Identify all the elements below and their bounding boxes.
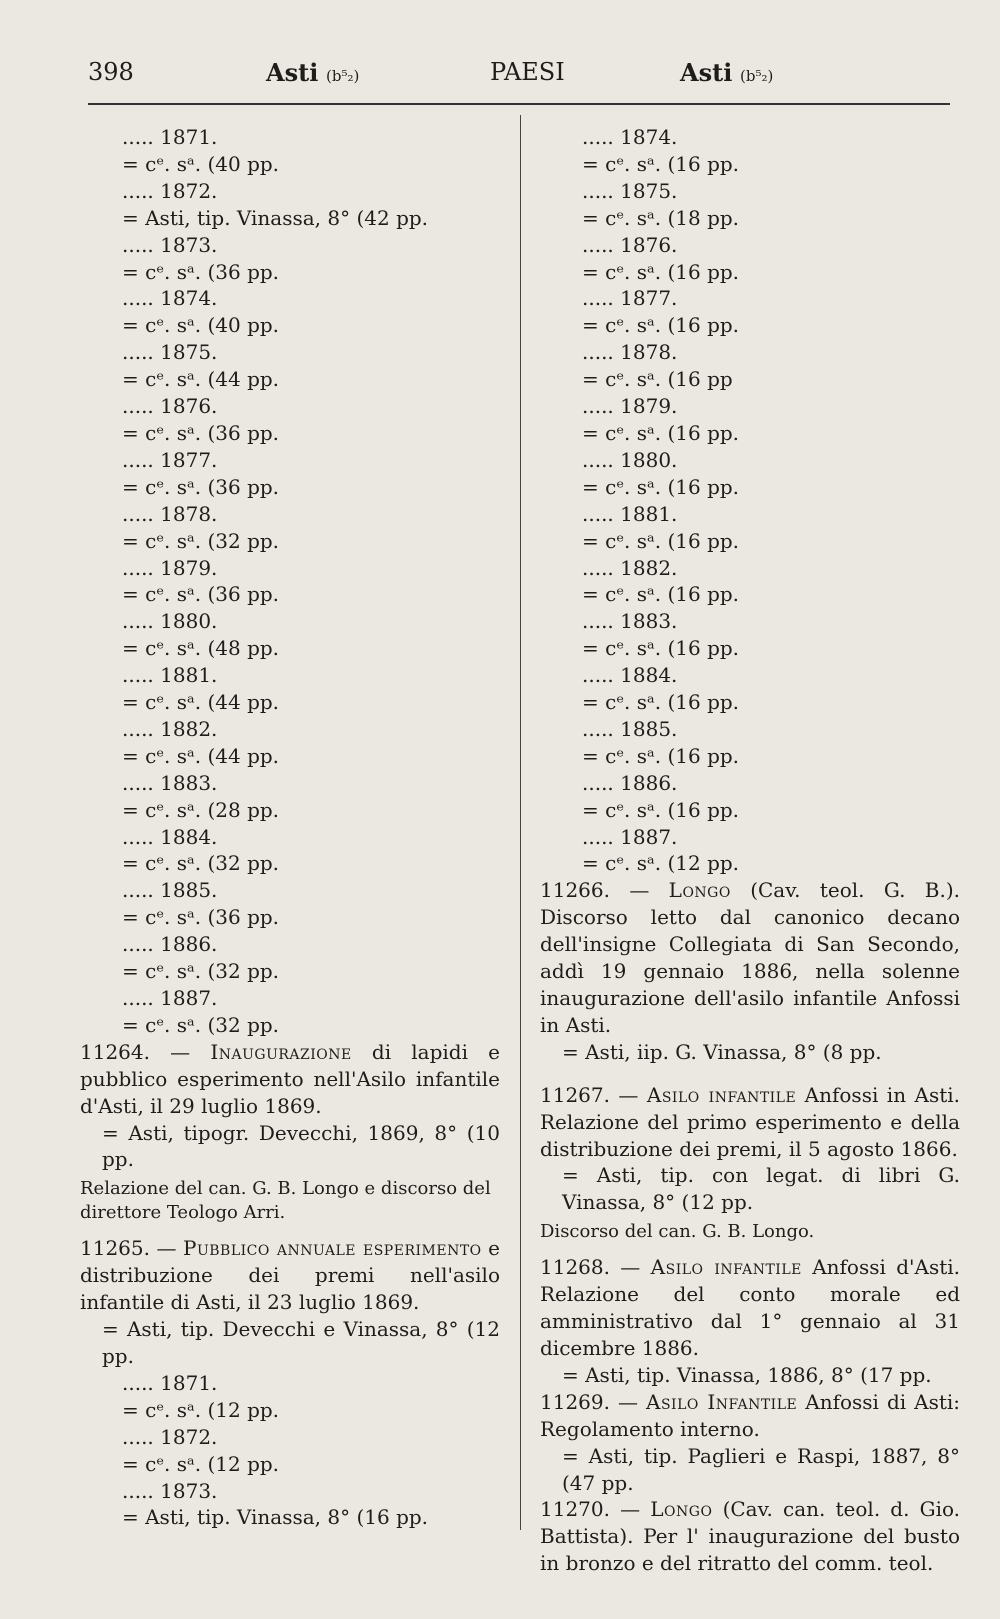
- header-left-place: Asti: [266, 58, 319, 87]
- edition-detail: = cᵉ. sᵃ. (16 pp.: [582, 313, 740, 338]
- edition-year: ..... 1884.: [122, 824, 218, 849]
- entry-11268: [540, 1254, 960, 1389]
- edition-year: ..... 1886.: [122, 932, 218, 957]
- edition-detail: = cᵉ. sᵃ. (12 pp.: [122, 1451, 280, 1476]
- edition-detail: = cᵉ. sᵃ. (16 pp.: [582, 636, 740, 661]
- edition-year: ..... 1883.: [582, 609, 678, 634]
- entry-publication: = Asti, tip. Vinassa, 1886, 8° (17 pp.: [562, 1362, 932, 1387]
- list-item: [80, 608, 500, 662]
- edition-year: ..... 1886.: [582, 770, 678, 795]
- edition-year: ..... 1877.: [122, 447, 218, 472]
- edition-year: ..... 1879.: [122, 555, 218, 580]
- edition-detail: = cᵉ. sᵃ. (16 pp.: [582, 474, 740, 499]
- edition-year: ..... 1874.: [122, 286, 218, 311]
- edition-year: ..... 1871.: [122, 1370, 218, 1395]
- edition-detail: = Asti, tip. Vinassa, 8° (42 pp.: [122, 205, 429, 230]
- edition-detail: = Asti, tip. Vinassa, 8° (16 pp.: [122, 1505, 429, 1530]
- list-item: [540, 824, 960, 878]
- entry-11266: [540, 877, 960, 1065]
- entry-number: 11266. —: [540, 878, 650, 903]
- edition-detail: = cᵉ. sᵃ. (28 pp.: [122, 797, 280, 822]
- edition-year: ..... 1873.: [122, 1478, 218, 1503]
- edition-year: ..... 1872.: [122, 178, 218, 203]
- entry-publication: = Asti, iip. G. Vinassa, 8° (8 pp.: [562, 1039, 882, 1064]
- list-item: [540, 608, 960, 662]
- entry-title: Longo: [668, 878, 731, 903]
- edition-year: ..... 1881.: [582, 501, 678, 526]
- page-number: 398: [88, 58, 134, 86]
- list-item: [80, 1370, 500, 1424]
- list-item: [540, 339, 960, 393]
- edition-detail: = cᵉ. sᵃ. (40 pp.: [122, 313, 280, 338]
- entry-title: Longo: [650, 1497, 713, 1522]
- edition-detail: = cᵉ. sᵃ. (16 pp.: [582, 690, 740, 715]
- list-item: [540, 285, 960, 339]
- list-item: [80, 393, 500, 447]
- entry-11267: [540, 1082, 960, 1217]
- edition-detail: = cᵉ. sᵃ. (32 pp.: [122, 1012, 280, 1037]
- edition-detail: = cᵉ. sᵃ. (32 pp.: [122, 959, 280, 984]
- entry-title: Asilo Infantile: [646, 1389, 798, 1414]
- entry-11269: [540, 1389, 960, 1497]
- entry-text: (Cav. can. teol. d. Gio. Battista). Per l' inaugurazione del busto in bronzo e del ritratto del comm. teol.: [540, 1497, 961, 1576]
- edition-detail: = cᵉ. sᵃ. (48 pp.: [122, 636, 280, 661]
- edition-detail: = cᵉ. sᵃ. (36 pp.: [122, 420, 280, 445]
- header-right-place: Asti: [680, 58, 733, 87]
- header-left-title: [266, 58, 359, 87]
- left-column: [80, 124, 500, 1531]
- edition-detail: = cᵉ. sᵃ. (44 pp.: [122, 690, 280, 715]
- edition-detail: = cᵉ. sᵃ. (16 pp.: [582, 743, 740, 768]
- entry-publication: = Asti, tip. con legat. di libri G. Vinassa, 8° (12 pp.: [562, 1163, 960, 1215]
- list-item: [540, 770, 960, 824]
- entry-publication: = Asti, tip. Paglieri e Raspi, 1887, 8° (47 pp.: [562, 1443, 960, 1495]
- edition-detail: = cᵉ. sᵃ. (36 pp.: [122, 259, 280, 284]
- right-column: [540, 124, 960, 1577]
- edition-year: ..... 1875.: [582, 178, 678, 203]
- edition-detail: = cᵉ. sᵃ. (16 pp.: [582, 420, 740, 445]
- edition-year: ..... 1887.: [582, 824, 678, 849]
- list-item: [80, 339, 500, 393]
- entry-number: 11264. —: [80, 1039, 191, 1064]
- entry-title: Inaugurazione: [210, 1039, 352, 1064]
- entry-text: (Cav. teol. G. B.). Discorso letto dal canonico decano dell'insigne Collegiata di San Secondo, addì 19 gennaio 1886, nella solenne inaugurazione dell'asilo infantile Anfossi in Asti.: [540, 878, 961, 1037]
- header-left-code: (b⁵₂): [325, 67, 360, 85]
- list-item: [80, 716, 500, 770]
- list-item: [80, 1478, 500, 1532]
- edition-detail: = cᵉ. sᵃ. (32 pp.: [122, 851, 280, 876]
- spacer: [540, 1066, 960, 1082]
- entry-number: 11265. —: [80, 1236, 177, 1261]
- header-rule: [88, 103, 950, 105]
- list-item: [80, 555, 500, 609]
- edition-year: ..... 1878.: [582, 340, 678, 365]
- entry-title: Asilo infantile: [646, 1082, 797, 1107]
- edition-year: ..... 1879.: [582, 394, 678, 419]
- list-item: [80, 985, 500, 1039]
- list-item: [540, 178, 960, 232]
- entry-text: Anfossi in Asti. Relazione del primo esperimento e della distribuzione dei premi, il 5 agosto 1866.: [540, 1082, 961, 1161]
- edition-year: ..... 1872.: [122, 1424, 218, 1449]
- entry-number: 11269. —: [540, 1389, 638, 1414]
- list-item: [80, 824, 500, 878]
- edition-year: ..... 1871.: [122, 125, 218, 149]
- edition-year: ..... 1874.: [582, 125, 678, 149]
- edition-year: ..... 1875.: [122, 340, 218, 365]
- edition-detail: = cᵉ. sᵃ. (44 pp.: [122, 743, 280, 768]
- entry-11270: [540, 1496, 960, 1577]
- running-header: [88, 58, 950, 98]
- entry-text: Anfossi d'Asti. Relazione del conto morale ed amministrativo dal 1° gennaio al 31 dicembre 1886.: [540, 1255, 961, 1360]
- edition-detail: = cᵉ. sᵃ. (32 pp.: [122, 528, 280, 553]
- edition-year: ..... 1881.: [122, 663, 218, 688]
- list-item: [540, 501, 960, 555]
- list-item: [80, 1424, 500, 1478]
- list-item: [80, 770, 500, 824]
- entry-publication: = Asti, tip. Devecchi e Vinassa, 8° (12 pp.: [102, 1317, 500, 1368]
- edition-detail: = cᵉ. sᵃ. (12 pp.: [582, 851, 740, 876]
- list-item: [80, 447, 500, 501]
- entry-note: Discorso del can. G. B. Longo.: [540, 1221, 815, 1243]
- entry-number: 11268. —: [540, 1255, 641, 1280]
- edition-year: ..... 1885.: [582, 716, 678, 741]
- header-right-code: (b⁵₂): [739, 67, 774, 85]
- edition-detail: = cᵉ. sᵃ. (18 pp.: [582, 205, 740, 230]
- entry-number: 11270. —: [540, 1497, 641, 1522]
- list-item: [80, 232, 500, 286]
- edition-detail: = cᵉ. sᵃ. (16 pp.: [582, 528, 740, 553]
- edition-year: ..... 1873.: [122, 232, 218, 257]
- list-item: [80, 931, 500, 985]
- list-item: [540, 662, 960, 716]
- list-item: [540, 447, 960, 501]
- header-center-title: PAESI: [490, 58, 565, 86]
- entry-text: Anfossi di Asti: Regolamento interno.: [540, 1389, 961, 1441]
- entry-text: e distribuzione dei premi nell'asilo infantile di Asti, il 23 luglio 1869.: [80, 1236, 500, 1315]
- entry-text: di lapidi e pubblico esperimento nell'Asilo infantile d'Asti, il 29 luglio 1869.: [80, 1039, 500, 1118]
- entry-note: Relazione del can. G. B. Longo e discorso del direttore Teologo Arri.: [80, 1178, 491, 1224]
- edition-detail: = cᵉ. sᵃ. (16 pp.: [582, 582, 740, 607]
- edition-year: ..... 1876.: [582, 232, 678, 257]
- edition-detail: = cᵉ. sᵃ. (16 pp: [582, 367, 733, 392]
- list-item: [80, 662, 500, 716]
- list-item: [80, 124, 500, 178]
- entry-title: Asilo infantile: [650, 1255, 802, 1280]
- list-item: [540, 716, 960, 770]
- edition-detail: = cᵉ. sᵃ. (36 pp.: [122, 582, 280, 607]
- edition-detail: = cᵉ. sᵃ. (16 pp.: [582, 259, 740, 284]
- edition-year: ..... 1885.: [122, 878, 218, 903]
- header-right-title: [680, 58, 773, 87]
- edition-year: ..... 1877.: [582, 286, 678, 311]
- edition-detail: = cᵉ. sᵃ. (36 pp.: [122, 474, 280, 499]
- edition-detail: = cᵉ. sᵃ. (44 pp.: [122, 367, 280, 392]
- edition-year: ..... 1880.: [122, 609, 218, 634]
- edition-year: ..... 1880.: [582, 447, 678, 472]
- edition-year: ..... 1882.: [582, 555, 678, 580]
- list-item: [80, 178, 500, 232]
- list-item: [80, 285, 500, 339]
- entry-11264: [80, 1039, 500, 1174]
- edition-year: ..... 1883.: [122, 770, 218, 795]
- list-item: [540, 124, 960, 178]
- entry-publication: = Asti, tipogr. Devecchi, 1869, 8° (10 pp.: [102, 1120, 500, 1172]
- column-divider: [520, 115, 521, 1530]
- edition-year: ..... 1882.: [122, 716, 218, 741]
- entry-title: Pubblico annuale esperimento: [183, 1236, 482, 1261]
- list-item: [540, 555, 960, 609]
- entry-11265: [80, 1235, 500, 1370]
- list-item: [80, 501, 500, 555]
- entry-number: 11267. —: [540, 1082, 639, 1107]
- edition-year: ..... 1878.: [122, 501, 218, 526]
- edition-detail: = cᵉ. sᵃ. (16 pp.: [582, 151, 740, 176]
- edition-year: ..... 1887.: [122, 986, 218, 1010]
- edition-year: ..... 1884.: [582, 663, 678, 688]
- edition-detail: = cᵉ. sᵃ. (12 pp.: [122, 1397, 280, 1422]
- list-item: [540, 232, 960, 286]
- edition-detail: = cᵉ. sᵃ. (16 pp.: [582, 797, 740, 822]
- edition-year: ..... 1876.: [122, 394, 218, 419]
- edition-detail: = cᵉ. sᵃ. (40 pp.: [122, 151, 280, 176]
- list-item: [540, 393, 960, 447]
- edition-detail: = cᵉ. sᵃ. (36 pp.: [122, 905, 280, 930]
- list-item: [80, 877, 500, 931]
